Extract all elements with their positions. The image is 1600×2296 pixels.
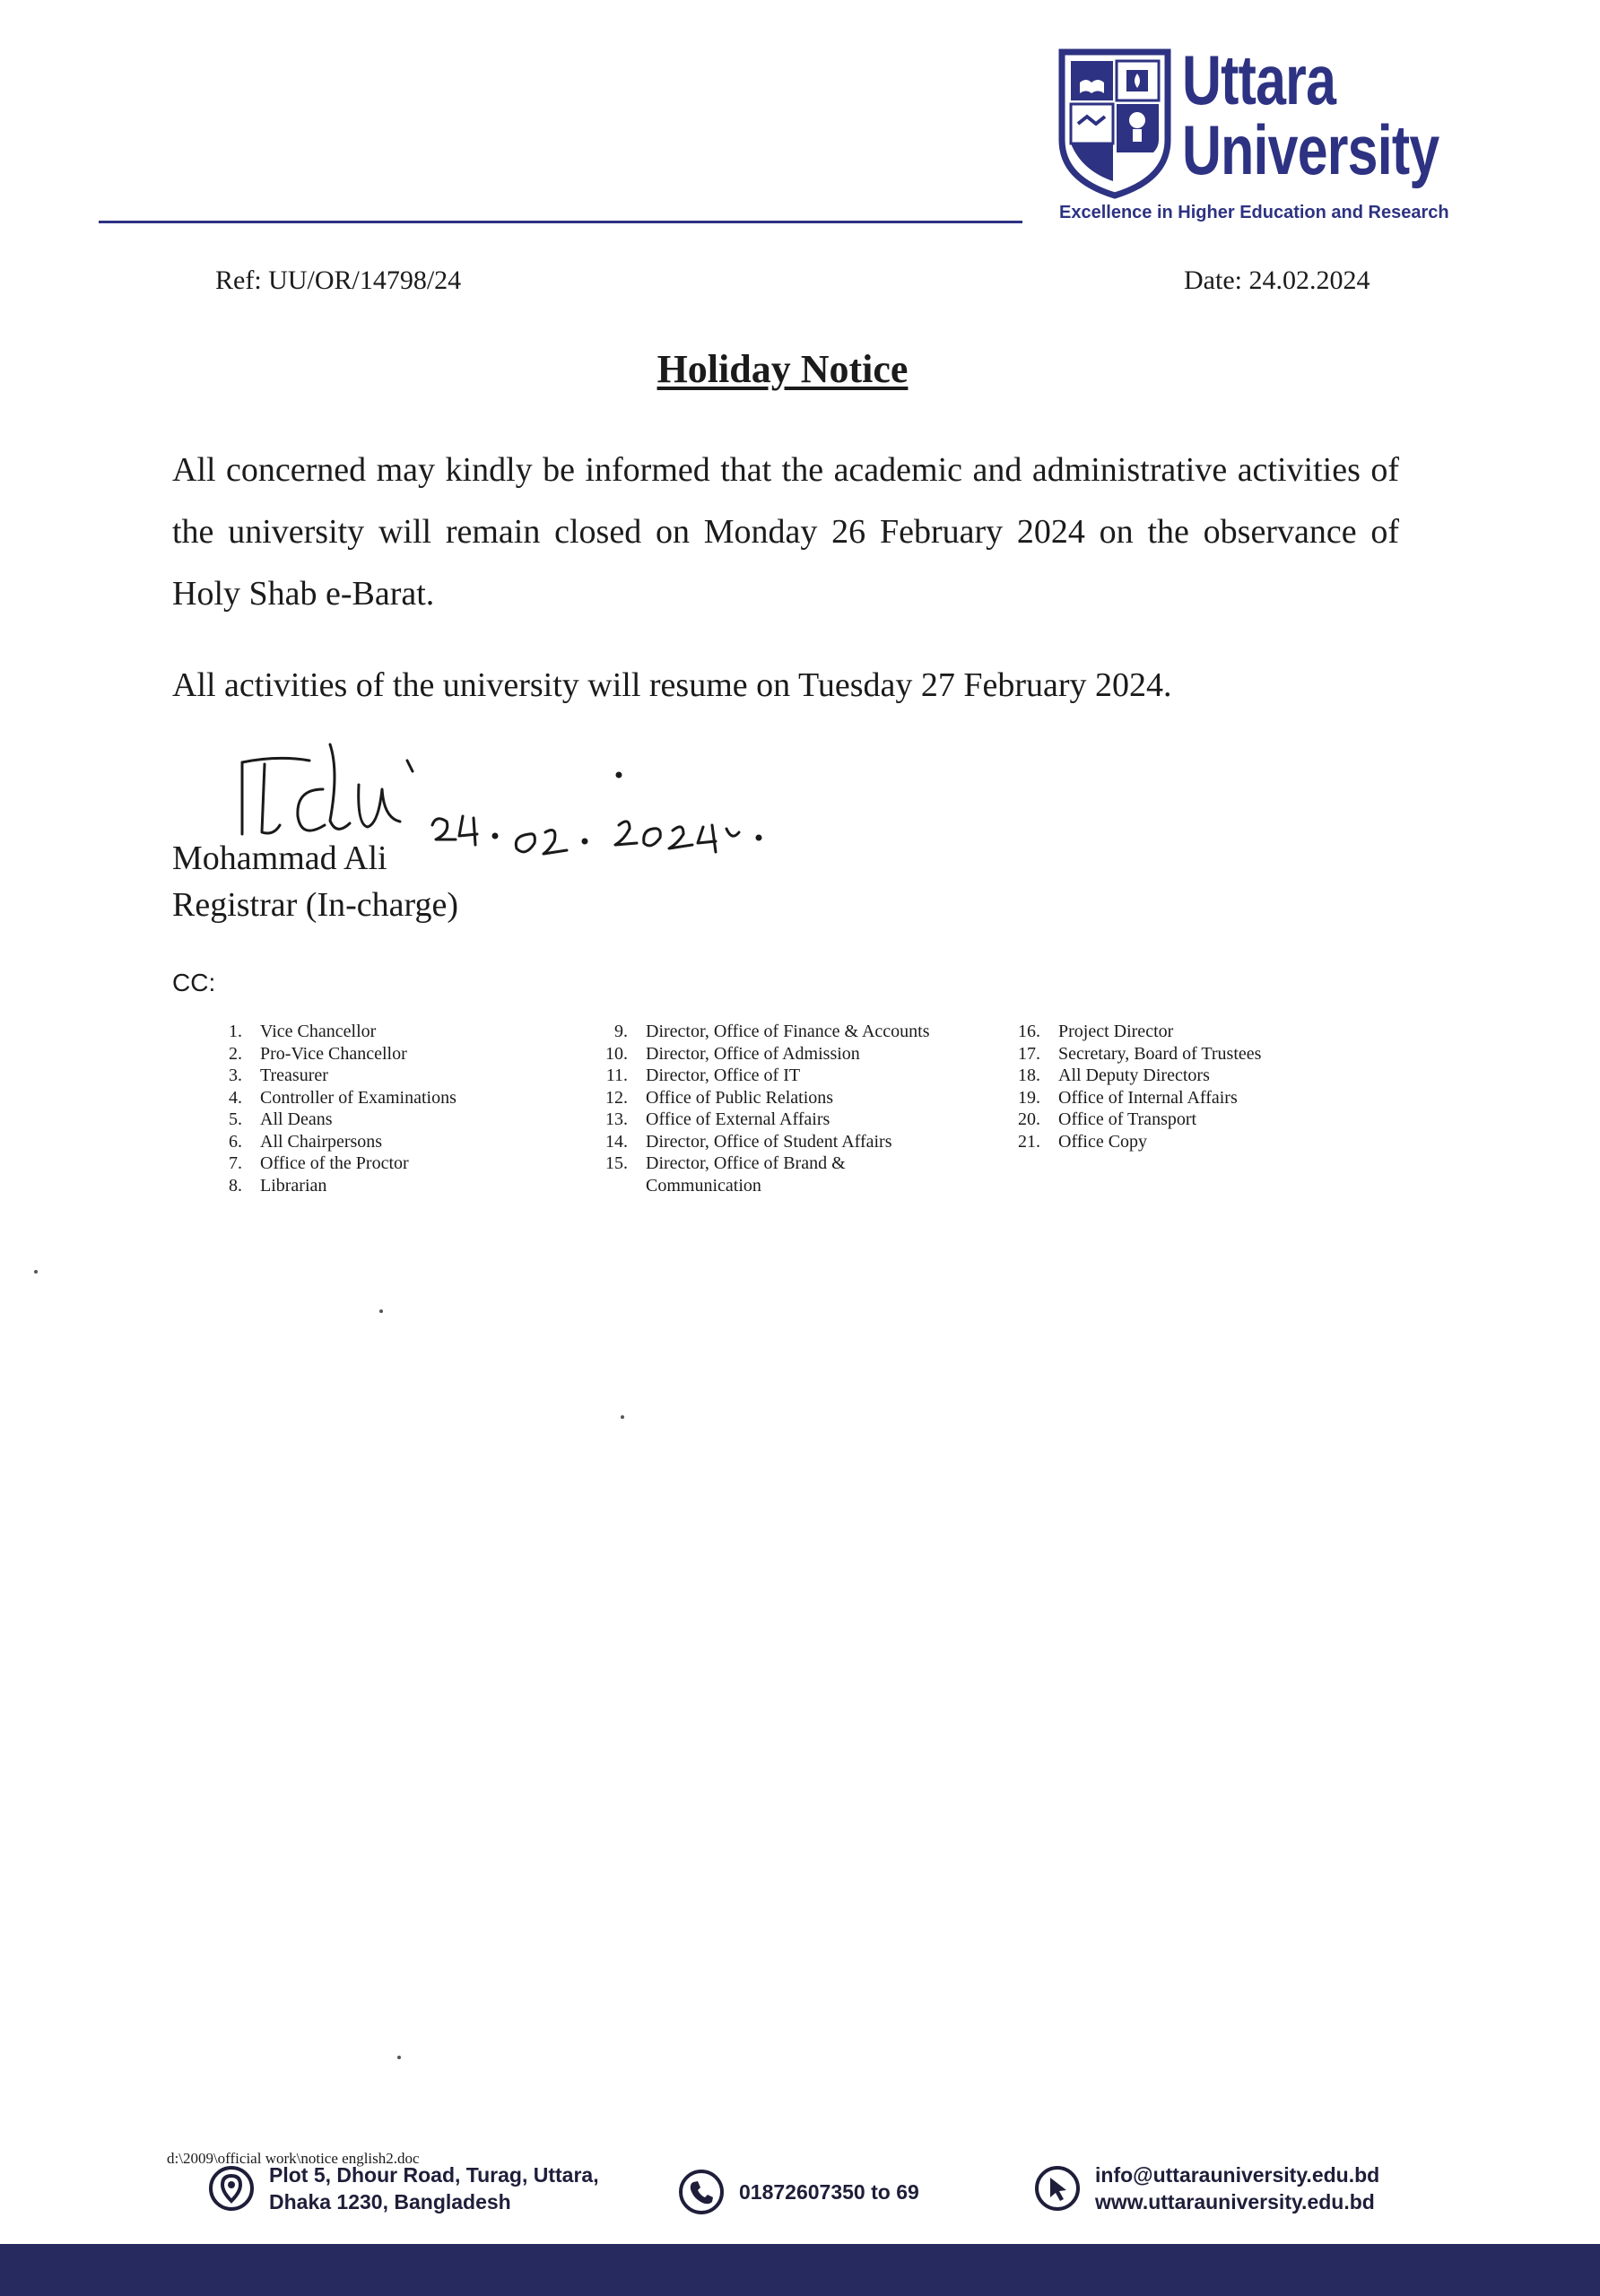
logo-tagline: Excellence in Higher Education and Research [1059, 203, 1449, 222]
cc-list-item: 15. Director, Office of Brand & [605, 1153, 846, 1173]
cc-list-item: 11. Director, Office of IT [605, 1065, 801, 1085]
cc-list-item: 19. Office of Internal Affairs [1018, 1087, 1238, 1108]
footer-address-line2: Dhaka 1230, Bangladesh [269, 2190, 511, 2213]
cc-list-item: 8. Librarian [229, 1175, 327, 1196]
cc-list-item: 9. Director, Office of Finance & Accounts [614, 1022, 930, 1041]
signatory-title: Registrar (In-charge) [172, 886, 458, 924]
notice-date: Date: 24.02.2024 [1184, 265, 1370, 295]
university-logo-shield [1057, 47, 1173, 199]
cc-list-item: 5. All Deans [229, 1109, 333, 1129]
footer-website[interactable]: www.uttarauniversity.edu.bd [1095, 2190, 1375, 2213]
footer-color-band [0, 2244, 1600, 2296]
cc-list-column-1 [197, 1021, 601, 1196]
cc-list-item: 21. Office Copy [1018, 1131, 1148, 1152]
cc-label: CC: [172, 969, 216, 996]
cursor-pointer-icon [1034, 2165, 1081, 2212]
cc-list-item: 17. Secretary, Board of Trustees [1018, 1043, 1262, 1064]
cc-list-item: 7. Office of the Proctor [229, 1153, 409, 1173]
logo-wordmark-line1: Uttara [1182, 40, 1336, 119]
header-divider [99, 221, 1022, 223]
cc-list-item: 4. Controller of Examinations [229, 1087, 457, 1108]
footer-contact [1034, 2161, 1379, 2215]
logo-wordmark-line2: University [1182, 110, 1439, 189]
cc-list-column-3 [996, 1021, 1399, 1152]
notice-title: Holiday Notice [657, 347, 909, 391]
cc-list-item: 20. Office of Transport [1018, 1109, 1197, 1129]
phone-icon [678, 2169, 725, 2215]
cc-list-item: 6. All Chairpersons [229, 1131, 383, 1152]
scan-speck [379, 1309, 383, 1313]
cc-list-item: 2. Pro-Vice Chancellor [229, 1043, 407, 1064]
cc-list-column-2 [583, 1021, 987, 1196]
cc-list-item: 10. Director, Office of Admission [605, 1043, 860, 1064]
footer-phone [678, 2169, 919, 2215]
footer-address-line1: Plot 5, Dhour Road, Turag, Uttara, [269, 2163, 599, 2187]
cc-list-item: 13. Office of External Affairs [605, 1109, 830, 1129]
footer-email[interactable]: info@uttarauniversity.edu.bd [1095, 2163, 1380, 2187]
location-pin-icon [208, 2165, 255, 2212]
cc-list-item: 3. Treasurer [229, 1065, 328, 1085]
reference-number: Ref: UU/OR/14798/24 [215, 265, 462, 295]
signatory-name: Mohammad Ali [172, 839, 387, 877]
cc-list-item: 18. All Deputy Directors [1018, 1065, 1210, 1085]
cc-list-item: Communication [646, 1175, 761, 1196]
cc-list-item: 12. Office of Public Relations [605, 1087, 834, 1108]
cc-list-item: 1. Vice Chancellor [229, 1022, 377, 1041]
notice-body-paragraph-1: All concerned may kindly be informed that the academic and administrative activities of the university will remain closed on Monday 26 February 2024 on the observance of Holy Shab e-Barat. [172, 451, 1399, 613]
notice-body-paragraph-2: All activities of the university will resume on Tuesday 27 February 2024. [172, 666, 1172, 704]
document-file-path: d:\2009\official work\notice english2.doc [167, 2150, 420, 2167]
cc-list-item: 14. Director, Office of Student Affairs [605, 1131, 892, 1152]
footer-phone-number: 01872607350 to 69 [739, 2180, 919, 2204]
cc-list-item: 16. Project Director [1018, 1022, 1174, 1041]
footer-address [208, 2161, 599, 2215]
scan-speck [621, 1415, 624, 1419]
scan-speck [34, 1270, 38, 1274]
scan-speck [397, 2056, 401, 2059]
